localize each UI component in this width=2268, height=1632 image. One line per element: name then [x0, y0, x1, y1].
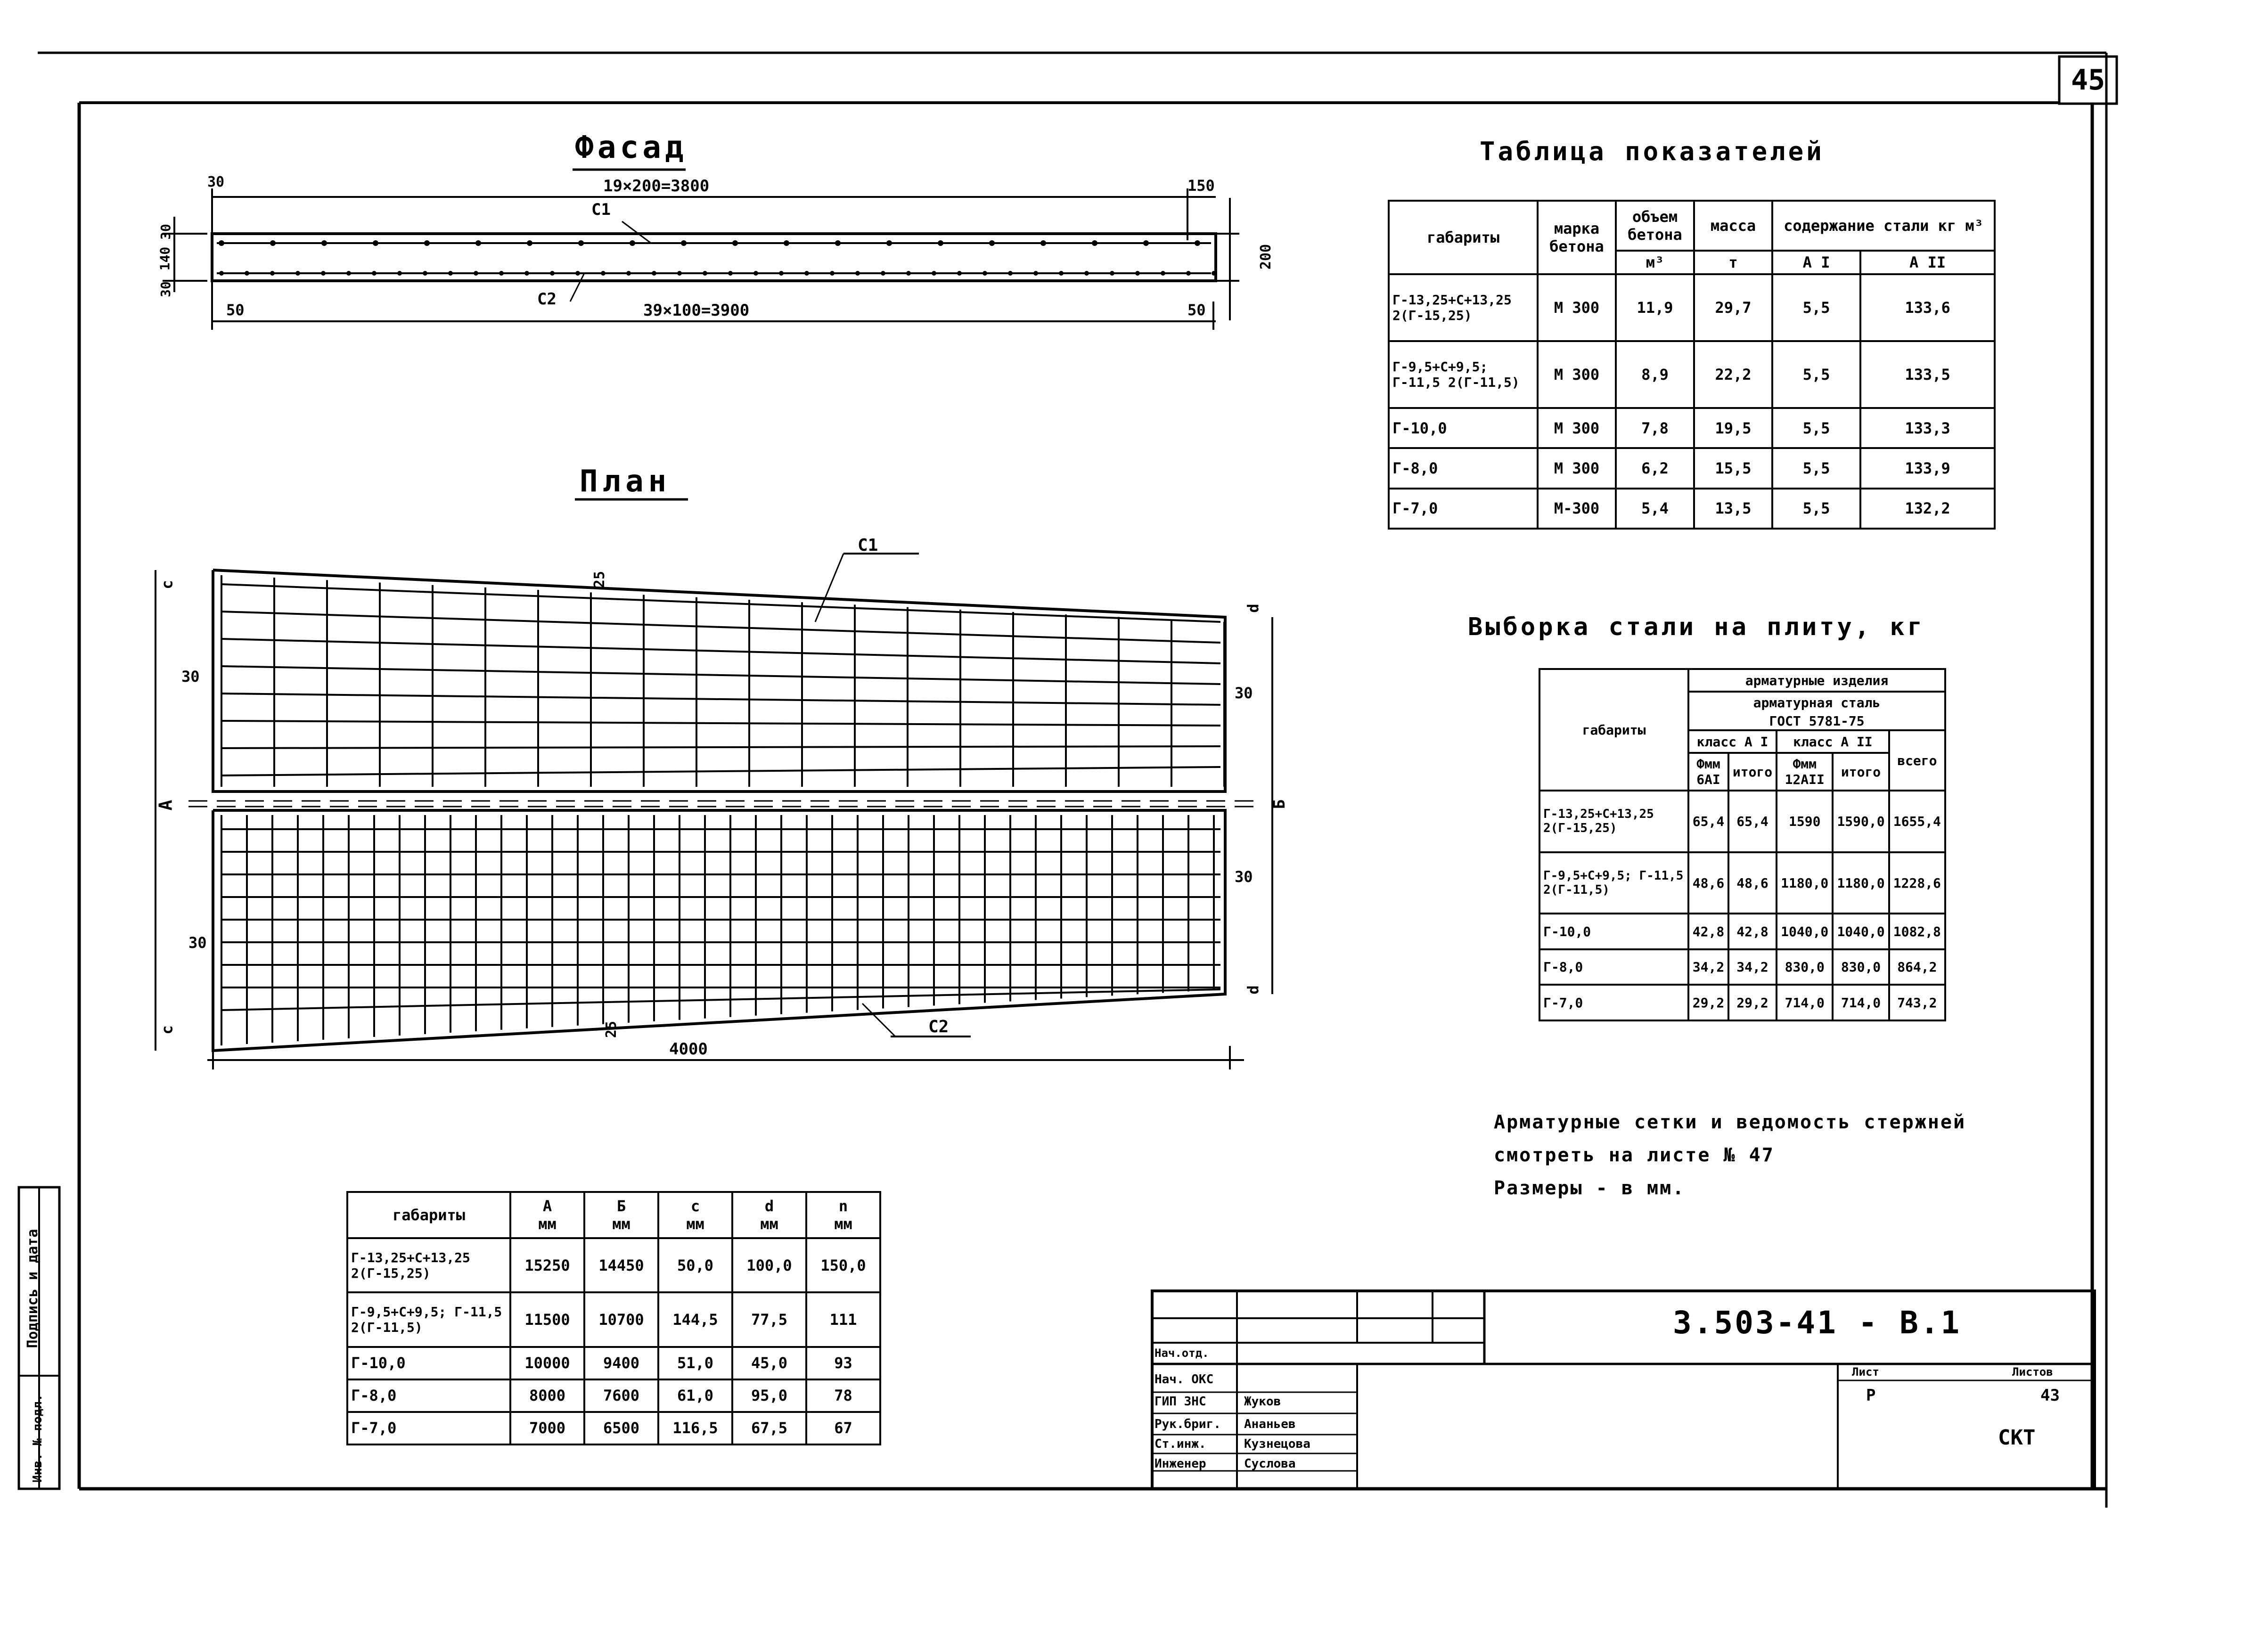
table-cell: 864,2: [1889, 949, 1945, 985]
ind-header-volume: объем бетона: [1616, 201, 1694, 251]
facade-rebar-dot: [270, 271, 275, 276]
plan-dim-30-right-top: 30: [1235, 684, 1253, 702]
facade-rebar-dot: [1033, 271, 1038, 276]
plan-label-c1: С1: [858, 536, 878, 555]
dim-header-b-name: Б: [616, 1197, 626, 1215]
table-cell: Г-9,5+С+9,5; Г-11,5 2(Г-11,5): [347, 1292, 510, 1346]
table-row: [347, 1379, 880, 1412]
table-cell: 1228,6: [1889, 852, 1945, 914]
table-cell: 65,4: [1728, 791, 1777, 852]
facade-rebar-dot: [474, 271, 478, 276]
table-row: [1389, 341, 1995, 408]
plan-dim-d-top: d: [1244, 604, 1262, 613]
facade-rebar-dot: [1092, 240, 1097, 246]
ss-header-class-a1: класс А I: [1688, 730, 1777, 753]
ss-header-class-a2: класс А II: [1777, 730, 1889, 753]
table-cell: 34,2: [1728, 949, 1777, 985]
facade-rebar-dot: [575, 271, 580, 276]
table-cell: 5,5: [1772, 408, 1860, 448]
table-cell: 7000: [510, 1412, 584, 1444]
dim-header-n-unit: мм: [834, 1215, 852, 1233]
ind-header-steel-a2: А II: [1860, 251, 1995, 274]
table-cell: Г-9,5+С+9,5; Г-11,5 2(Г-11,5): [1389, 341, 1538, 408]
facade-rebar-dot: [703, 271, 707, 276]
facade-rebar-dot: [779, 271, 784, 276]
table-cell: 6,2: [1616, 448, 1694, 488]
margin-label-inventory: Инв. № подл.: [31, 1394, 45, 1483]
facade-dim-right: 200: [1258, 244, 1275, 270]
table-cell: 1180,0: [1833, 852, 1889, 914]
ss-dia-label: Фмм: [1696, 756, 1720, 772]
facade-dim-bottom-right: 50: [1187, 301, 1206, 319]
facade-rebar-dot: [550, 271, 555, 276]
table-cell: Г-13,25+С+13,25 2(Г-15,25): [1389, 274, 1538, 341]
facade-rebar-dot: [1212, 271, 1216, 276]
dim-header-b-unit: мм: [612, 1215, 630, 1233]
note-line-3: Размеры - в мм.: [1494, 1177, 1686, 1199]
table-cell: 13,5: [1694, 489, 1772, 529]
facade-rebar-dot: [753, 271, 758, 276]
table-cell: 144,5: [658, 1292, 732, 1346]
facade-rebar-dot: [677, 271, 682, 276]
mesh-bar: [221, 746, 1220, 748]
note-line-2: смотреть на листе № 47: [1494, 1144, 1775, 1166]
ss-header-a1-dia: [1688, 753, 1728, 791]
plan-dim-b: Б: [1270, 799, 1289, 809]
table-cell: 5,5: [1772, 489, 1860, 529]
ss-header-a2-total: итого: [1833, 753, 1889, 791]
ind-header-steel: содержание стали кг м³: [1772, 201, 1995, 251]
table-cell: 5,5: [1772, 274, 1860, 341]
table-cell: 7,8: [1616, 408, 1694, 448]
table-row: [347, 1347, 880, 1379]
table-cell: 7600: [584, 1379, 658, 1412]
facade-rebar-dot: [681, 240, 687, 246]
facade-dim-top: 19×200=3800: [603, 177, 710, 196]
table-cell: 78: [806, 1379, 880, 1412]
table-cell: 1082,8: [1889, 914, 1945, 949]
table-cell: 133,9: [1860, 448, 1995, 488]
table-cell: М 300: [1538, 408, 1616, 448]
table-cell: 10000: [510, 1347, 584, 1379]
facade-rebar-dot: [527, 240, 532, 246]
facade-dim-bottom-left: 50: [226, 301, 245, 319]
facade-rebar-dot: [219, 271, 224, 276]
table-cell: Г-10,0: [1389, 408, 1538, 448]
table-row: [1539, 914, 1945, 949]
plan-dim-a: А: [155, 800, 176, 811]
facade-rebar-marks: [219, 240, 1216, 276]
ss-header-dims: габариты: [1539, 669, 1688, 791]
table-cell: Г-7,0: [1389, 489, 1538, 529]
facade-dim-bottom: 39×100=3900: [643, 301, 750, 320]
table-row: [1389, 274, 1995, 341]
table-cell: 133,5: [1860, 341, 1995, 408]
facade-label-c1: С1: [591, 200, 611, 219]
ss-header-a2-dia: [1777, 753, 1833, 791]
table-cell: 93: [806, 1347, 880, 1379]
ss-header-a1-total: итого: [1728, 753, 1777, 791]
document-code: 3.503-41 - В.1: [1673, 1305, 1962, 1341]
table-cell: Г-8,0: [1539, 949, 1688, 985]
facade-rebar-dot: [578, 240, 584, 246]
table-cell: 830,0: [1777, 949, 1833, 985]
ind-header-mass-unit: т: [1694, 251, 1772, 274]
facade-rebar-dot: [626, 271, 631, 276]
table-cell: Г-8,0: [347, 1379, 510, 1412]
title-sheets-label: Листов: [2012, 1365, 2053, 1379]
table-cell: 48,6: [1728, 852, 1777, 914]
table-cell: 5,5: [1772, 341, 1860, 408]
table-cell: М 300: [1538, 448, 1616, 488]
plan-label-c2: С2: [928, 1017, 949, 1036]
mesh-bar: [221, 767, 1220, 775]
table-row: [1539, 791, 1945, 852]
ss-dia-label: Фмм: [1793, 756, 1817, 772]
plan-dim-c-bottom: с: [158, 1025, 176, 1035]
steel-selection-table: [1539, 668, 1946, 1021]
table-cell: 111: [806, 1292, 880, 1346]
table-row: [1539, 985, 1945, 1020]
table-cell: 116,5: [658, 1412, 732, 1444]
table-cell: М-300: [1538, 489, 1616, 529]
indicators-table: [1388, 200, 1996, 530]
facade-rebar-dot: [524, 271, 529, 276]
facade-rebar-dot: [855, 271, 860, 276]
table-cell: 9400: [584, 1347, 658, 1379]
plan-dim-25-bottom: 25: [603, 1020, 620, 1038]
facade-rebar-dot: [1059, 271, 1064, 276]
table-cell: 50,0: [658, 1238, 732, 1292]
plan-dim-25-top: 25: [591, 571, 608, 588]
facade-rebar-dot: [219, 240, 224, 246]
table-cell: 11,9: [1616, 274, 1694, 341]
facade-rebar-dot: [1008, 271, 1013, 276]
dim-header-c-unit: мм: [686, 1215, 704, 1233]
table-cell: 1040,0: [1833, 914, 1889, 949]
title-stage-label: Лист: [1852, 1365, 1879, 1379]
table-row: [347, 1412, 880, 1444]
sheet-number: 45: [2071, 64, 2105, 97]
table-cell: 15250: [510, 1238, 584, 1292]
facade-label-c2: С2: [537, 290, 557, 309]
plan-dim-c-top: с: [158, 580, 176, 589]
ind-header-grade: марка бетона: [1538, 201, 1616, 274]
title-role-6: Инженер: [1154, 1457, 1206, 1471]
table-cell: 150,0: [806, 1238, 880, 1292]
dim-header-n-name: n: [838, 1197, 848, 1215]
table-cell: 1180,0: [1777, 852, 1833, 914]
facade-rebar-dot: [732, 240, 738, 246]
table-cell: 19,5: [1694, 408, 1772, 448]
facade-rebar-dot: [1040, 240, 1046, 246]
facade-rebar-dot: [1161, 271, 1165, 276]
facade-rebar-dot: [784, 240, 789, 246]
table-row: [347, 1238, 880, 1292]
table-cell: 1590,0: [1833, 791, 1889, 852]
table-cell: 48,6: [1688, 852, 1728, 914]
mesh-bar: [221, 694, 1220, 705]
facade-dim-left-3: 30: [157, 281, 173, 297]
table-row: [1389, 489, 1995, 529]
facade-rebar-dot: [630, 240, 635, 246]
table-cell: М 300: [1538, 274, 1616, 341]
facade-rebar-dot: [938, 240, 943, 246]
facade-rebar-dot: [881, 271, 885, 276]
table-cell: 133,6: [1860, 274, 1995, 341]
table-cell: 67,5: [732, 1412, 806, 1444]
table-cell: 100,0: [732, 1238, 806, 1292]
dim-header-d: [732, 1192, 806, 1238]
mesh-bar: [221, 639, 1220, 663]
note-line-1: Арматурные сетки и ведомость стержней: [1494, 1111, 1966, 1133]
table-cell: Г-9,5+С+9,5; Г-11,5 2(Г-11,5): [1539, 852, 1688, 914]
facade-rebar-dot: [652, 271, 656, 276]
facade-rebar-dot: [989, 240, 995, 246]
facade-rebar-dot: [475, 240, 481, 246]
facade-rebar-dot: [932, 271, 936, 276]
facade-dim-left-1: 30: [157, 224, 173, 240]
table-cell: 714,0: [1833, 985, 1889, 1020]
plan-dim-bottom: 4000: [669, 1040, 708, 1059]
table-row: [347, 1292, 880, 1346]
margin-label-signature: Подпись и дата: [25, 1229, 41, 1348]
facade-rebar-dot: [373, 240, 378, 246]
table-cell: Г-13,25+С+13,25 2(Г-15,25): [347, 1238, 510, 1292]
facade-rebar-dot: [397, 271, 402, 276]
mesh-bar: [221, 721, 1220, 726]
ss-header-arm-steel: арматурная сталь: [1688, 692, 1945, 712]
title-role-4: Рук.бриг.: [1154, 1417, 1221, 1431]
facade-dim-top-left: 30: [207, 174, 225, 190]
table-cell: М 300: [1538, 341, 1616, 408]
steel-selection-title: Выборка стали на плиту, кг: [1468, 613, 1925, 641]
dim-header-a-unit: мм: [538, 1215, 557, 1233]
facade-dim-top-right: 150: [1187, 177, 1215, 195]
table-cell: 830,0: [1833, 949, 1889, 985]
plan-dim-30-left-bottom: 30: [188, 934, 207, 952]
facade-rebar-dot: [1195, 240, 1200, 246]
ss-dia-a1: 6АI: [1696, 772, 1720, 787]
ind-header-mass: масса: [1694, 201, 1772, 251]
table-cell: 45,0: [732, 1347, 806, 1379]
title-name-6: Суслова: [1244, 1457, 1296, 1471]
facade-rebar-dot: [499, 271, 504, 276]
table-cell: 61,0: [658, 1379, 732, 1412]
dim-header-a-name: А: [542, 1197, 552, 1215]
table-cell: 95,0: [732, 1379, 806, 1412]
table-cell: 14450: [584, 1238, 658, 1292]
ss-header-gost: ГОСТ 5781-75: [1688, 712, 1945, 730]
plan-dim-d-bottom: d: [1244, 985, 1262, 995]
title-stage: Р: [1866, 1386, 1876, 1405]
table-cell: 29,2: [1728, 985, 1777, 1020]
facade-rebar-dot: [1135, 271, 1140, 276]
table-cell: Г-8,0: [1389, 448, 1538, 488]
facade-rebar-dot: [245, 271, 249, 276]
title-sheets: 43: [2040, 1386, 2060, 1405]
facade-rebar-dot: [957, 271, 962, 276]
table-cell: 34,2: [1688, 949, 1728, 985]
dim-header-d-unit: мм: [760, 1215, 778, 1233]
dim-header-c: [658, 1192, 732, 1238]
plan-dim-30-right-bottom: 30: [1235, 868, 1253, 886]
table-cell: 5,5: [1772, 448, 1860, 488]
facade-rebar-dot: [372, 271, 377, 276]
table-cell: 22,2: [1694, 341, 1772, 408]
table-cell: Г-10,0: [347, 1347, 510, 1379]
table-cell: 29,7: [1694, 274, 1772, 341]
dim-header-a: [510, 1192, 584, 1238]
table-cell: 8000: [510, 1379, 584, 1412]
facade-rebar-dot: [1084, 271, 1089, 276]
dim-header-d-name: d: [764, 1197, 774, 1215]
facade-rebar-dot: [830, 271, 835, 276]
table-cell: 8,9: [1616, 341, 1694, 408]
facade-rebar-dot: [728, 271, 733, 276]
table-cell: 6500: [584, 1412, 658, 1444]
table-cell: 51,0: [658, 1347, 732, 1379]
title-role-1: Нач.отд.: [1154, 1346, 1209, 1360]
dim-header-dims: габариты: [347, 1192, 510, 1238]
ind-header-volume-unit: м³: [1616, 251, 1694, 274]
title-name-4: Ананьев: [1244, 1417, 1296, 1431]
mesh-bar: [221, 666, 1220, 684]
table-cell: 42,8: [1688, 914, 1728, 949]
title-role-5: Ст.инж.: [1154, 1437, 1206, 1451]
table-cell: 743,2: [1889, 985, 1945, 1020]
facade-rebar-dot: [321, 271, 326, 276]
table-cell: 133,3: [1860, 408, 1995, 448]
ind-header-steel-a1: А I: [1772, 251, 1860, 274]
table-cell: Г-7,0: [1539, 985, 1688, 1020]
facade-rebar-dot: [448, 271, 453, 276]
facade-rebar-dot: [601, 271, 606, 276]
ss-dia-a2: 12АII: [1785, 772, 1825, 787]
table-cell: 15,5: [1694, 448, 1772, 488]
table-cell: 65,4: [1688, 791, 1728, 852]
dim-header-n: [806, 1192, 880, 1238]
table-row: [1539, 949, 1945, 985]
title-name-5: Кузнецова: [1244, 1437, 1310, 1451]
table-cell: Г-7,0: [347, 1412, 510, 1444]
dimensions-table: [346, 1191, 881, 1445]
table-cell: 42,8: [1728, 914, 1777, 949]
facade-rebar-dot: [270, 240, 276, 246]
facade-title: Фасад: [575, 129, 688, 165]
table-cell: 714,0: [1777, 985, 1833, 1020]
title-role-3: ГИП ЗНС: [1154, 1395, 1206, 1409]
ss-header-grand-total: всего: [1889, 730, 1945, 791]
table-cell: 10700: [584, 1292, 658, 1346]
facade-rebar-dot: [983, 271, 987, 276]
table-cell: 11500: [510, 1292, 584, 1346]
table-cell: 29,2: [1688, 985, 1728, 1020]
facade-rebar-dot: [423, 271, 427, 276]
table-row: [1389, 408, 1995, 448]
dim-header-b: [584, 1192, 658, 1238]
facade-rebar-dot: [321, 240, 327, 246]
facade-rebar-dot: [424, 240, 430, 246]
facade-rebar-dot: [1186, 271, 1191, 276]
title-organization: СКТ: [1998, 1426, 2036, 1450]
table-cell: Г-13,25+С+13,25 2(Г-15,25): [1539, 791, 1688, 852]
facade-rebar-dot: [1110, 271, 1114, 276]
dim-header-c-name: с: [690, 1197, 700, 1215]
table-cell: 1590: [1777, 791, 1833, 852]
table-row: [1539, 852, 1945, 914]
facade-rebar-dot: [906, 271, 911, 276]
ss-header-arm-products: арматурные изделия: [1688, 669, 1945, 692]
facade-rebar-dot: [804, 271, 809, 276]
mesh-bar: [221, 989, 1220, 1010]
table-cell: 77,5: [732, 1292, 806, 1346]
plan-title: План: [580, 464, 671, 499]
facade-rebar-dot: [346, 271, 351, 276]
table-cell: 5,4: [1616, 489, 1694, 529]
plan-dim-30-left-top: 30: [181, 668, 200, 685]
table-row: [1389, 448, 1995, 488]
title-name-3: Жуков: [1244, 1395, 1281, 1409]
ind-header-dims: габариты: [1389, 201, 1538, 274]
table-cell: 67: [806, 1412, 880, 1444]
table-cell: 1040,0: [1777, 914, 1833, 949]
facade-rebar-dot: [1143, 240, 1149, 246]
title-role-2: Нач. ОКС: [1154, 1372, 1214, 1387]
facade-rebar-dot: [835, 240, 841, 246]
table-cell: Г-10,0: [1539, 914, 1688, 949]
indicators-title: Таблица показателей: [1480, 137, 1825, 166]
table-cell: 132,2: [1860, 489, 1995, 529]
facade-rebar-dot: [886, 240, 892, 246]
facade-dim-left-2: 140: [157, 246, 173, 271]
table-cell: 1655,4: [1889, 791, 1945, 852]
facade-rebar-dot: [295, 271, 300, 276]
